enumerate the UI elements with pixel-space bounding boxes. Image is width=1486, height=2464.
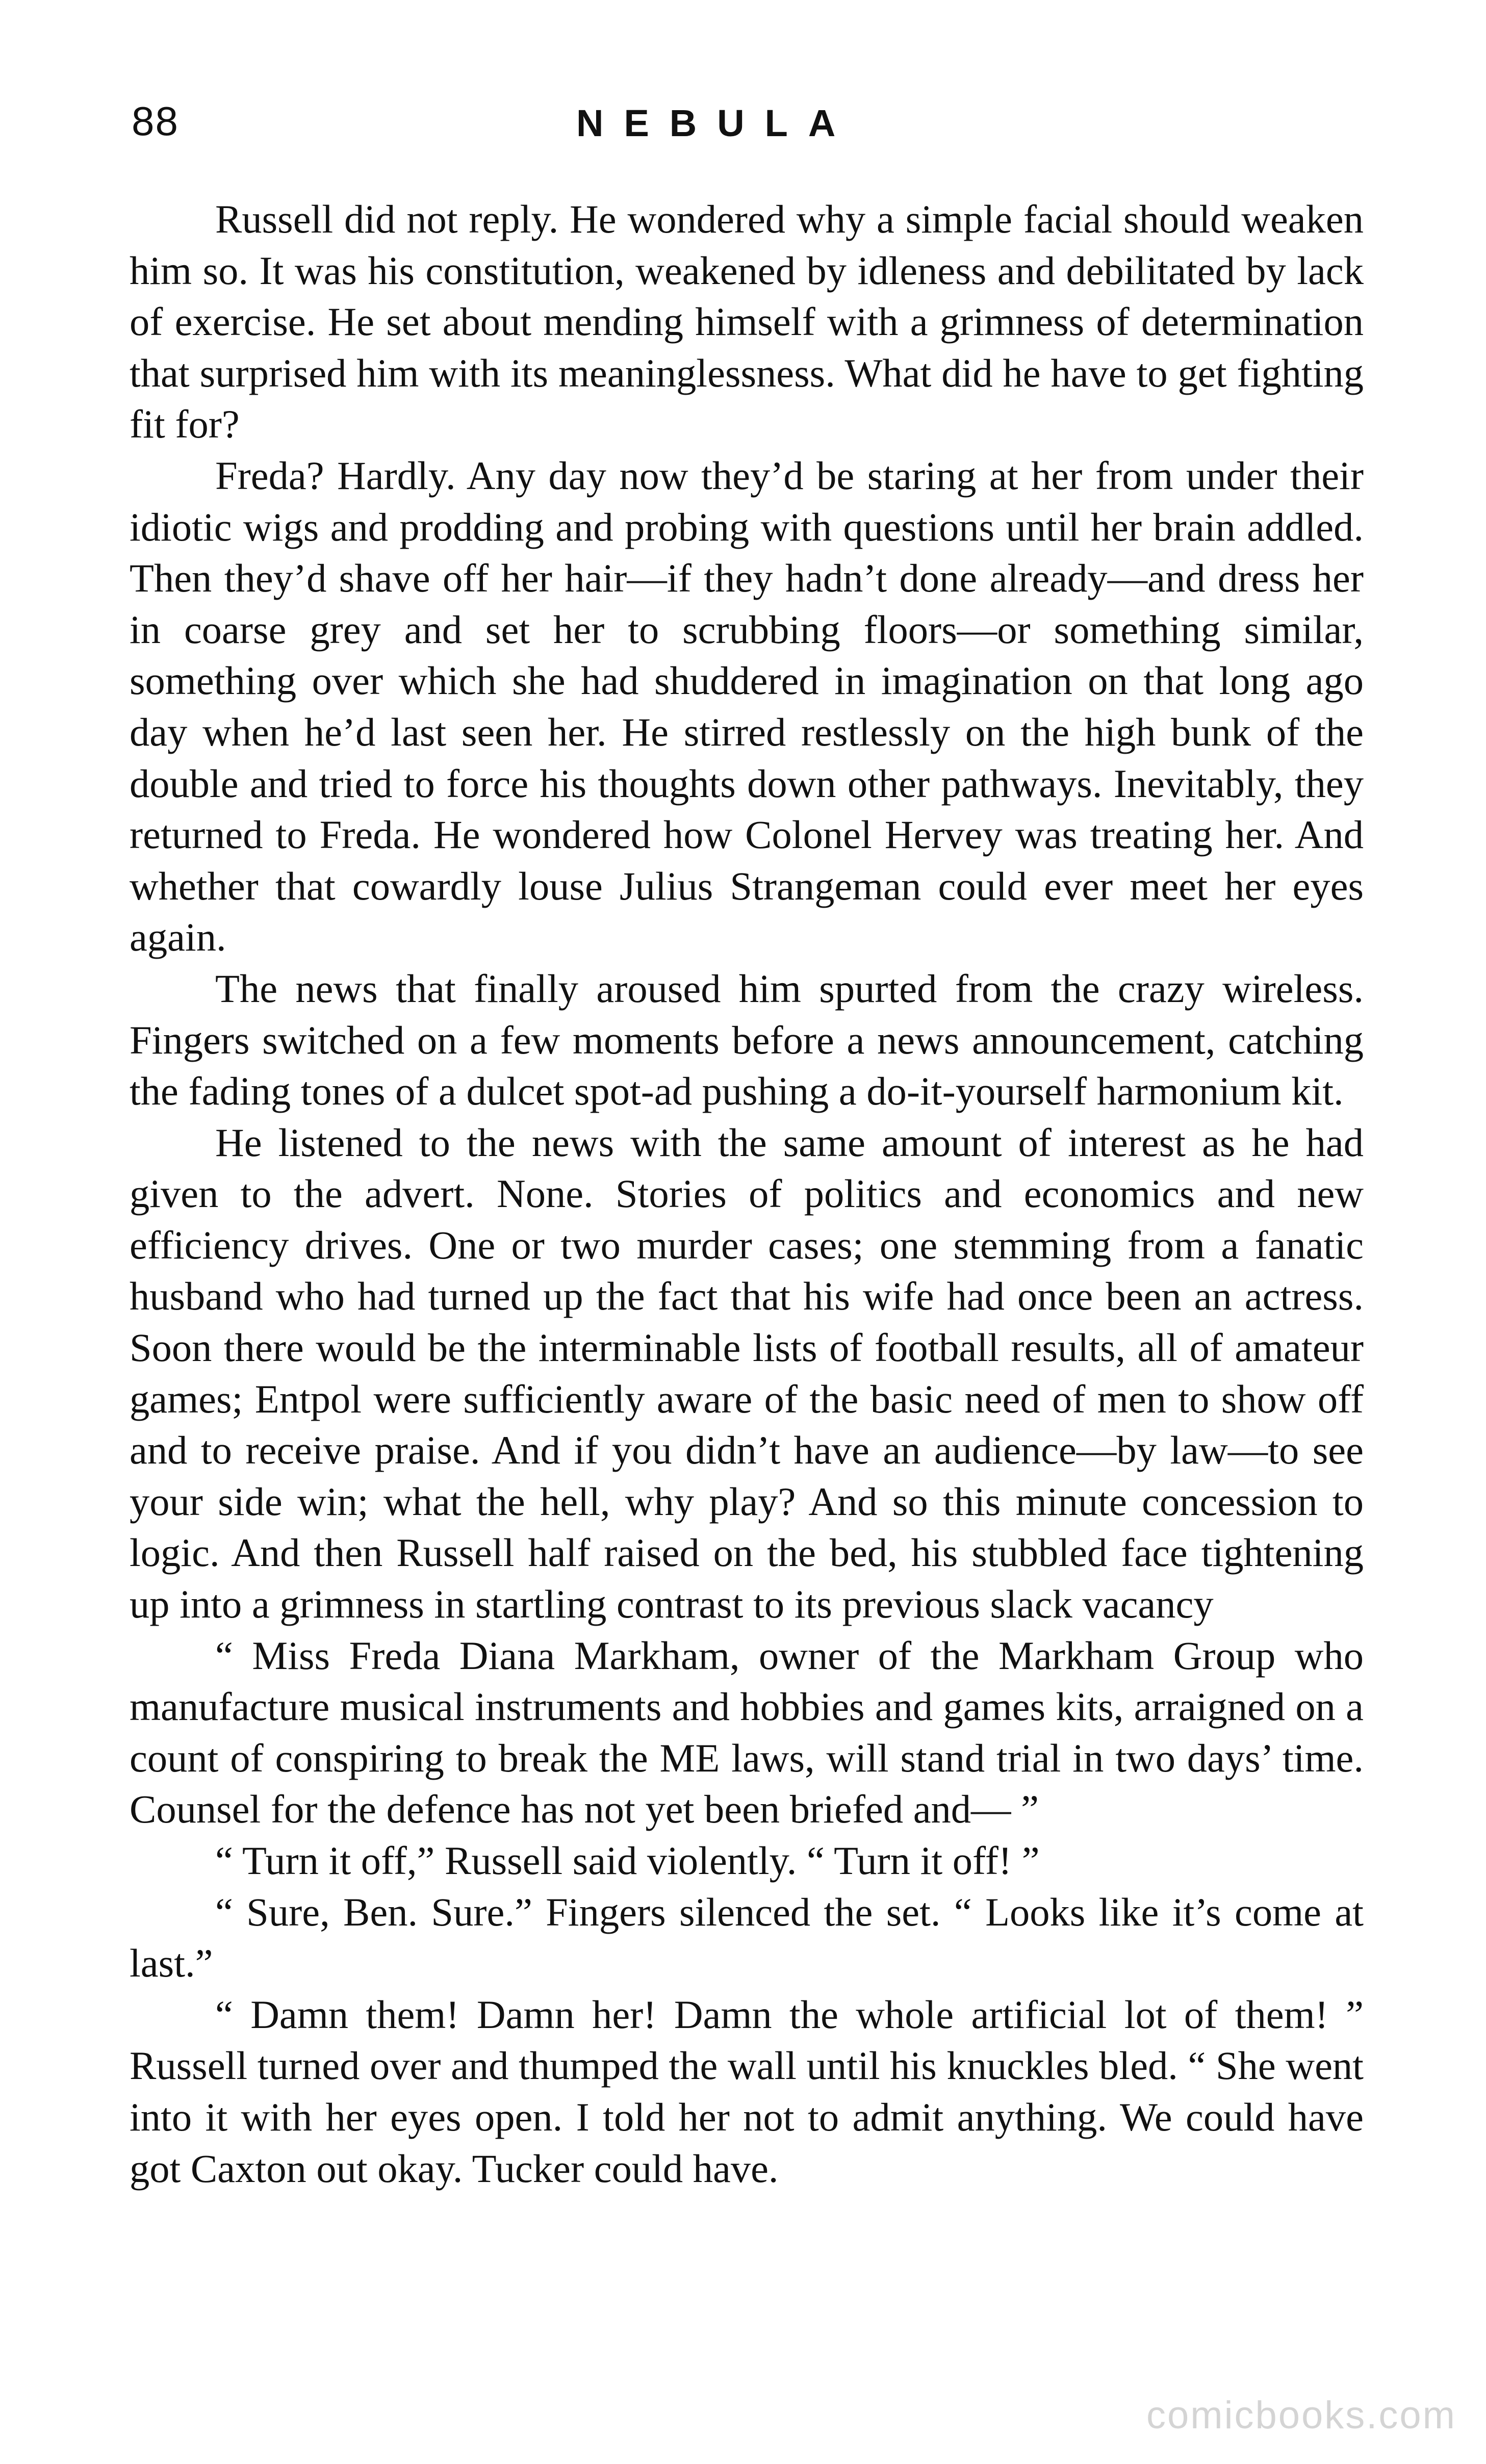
paragraph: “ Damn them! Damn her! Damn the whole artificial lot of them! ” Russell turned over and thumped the wall until his knuckles bled. “ She went into it with her eyes open. I told her not to admit anything. We could have got Caxton out okay. Tucker could have. [130,1992,1364,2191]
paragraph: “ Sure, Ben. Sure.” Fingers silenced the set. “ Looks like it’s come at last.” [130,1889,1364,1986]
paragraph: “ Miss Freda Diana Markham, owner of the Markham Group who manufacture musical instruments and hobbies and games kits, arraigned on a count of conspiring to break the ME laws, will stand trial in two days’ time. Counsel for the defence has not yet been briefed and— ” [130,1633,1364,1832]
watermark: comicbooks.com [1146,2394,1456,2437]
paragraph: Russell did not reply. He wondered why a simple facial should weaken him so. It was his constitution, weakened by idleness and debilitated by lack of exercise. He set about mending himself with a grimness of determination that surprised him with its meaninglessness. What did he have to get fighting fit for? [130,197,1364,447]
paragraph: “ Turn it off,” Russell said violently. “ Turn it off! ” [215,1838,1040,1883]
paragraph: The news that finally aroused him spurted from the crazy wireless. Fingers switched on a few moments before a news announcement, catching the fading tones of a dulcet spot-ad pushing a do-it-yourself harmonium kit. [130,966,1364,1114]
paragraph: He listened to the news with the same amount of interest as he had given to the advert. None. Stories of politics and economics and new efficiency drives. One or two murder cases; one stemming from a fanatic husband who had turned up the fact that his wife had once been an actress. Soon there would be the interminable lists of football results, all of amateur games; Entpol were sufficiently aware of the basic need of men to show off and to receive praise. And if you didn’t have an audience—by law—to see your side win; what the hell, why play? And so this minute concession to logic. And then Russell half raised on the bed, his stubbled face tightening up into a grimness in startling contrast to its previous slack vacancy [130,1120,1364,1627]
paragraph: Freda? Hardly. Any day now they’d be staring at her from under their idiotic wigs and prodding and probing with questions until her brain addled. Then they’d shave off her hair—if they hadn’t done already—and dress her in coarse grey and set her to scrubbing floors—or something similar, something over which she had shuddered in imagination on that long ago day when he’d last seen her. He stirred restlessly on the high bunk of the double and tried to force his thoughts down other pathways. Inevitably, they returned to Freda. He wondered how Colonel Hervey was treating her. And whether that cowardly louse Julius Strangeman could ever meet her eyes again. [130,453,1364,960]
body-text [130,194,1364,2194]
running-title: NEBULA [576,102,856,144]
page-number: 88 [132,98,179,144]
